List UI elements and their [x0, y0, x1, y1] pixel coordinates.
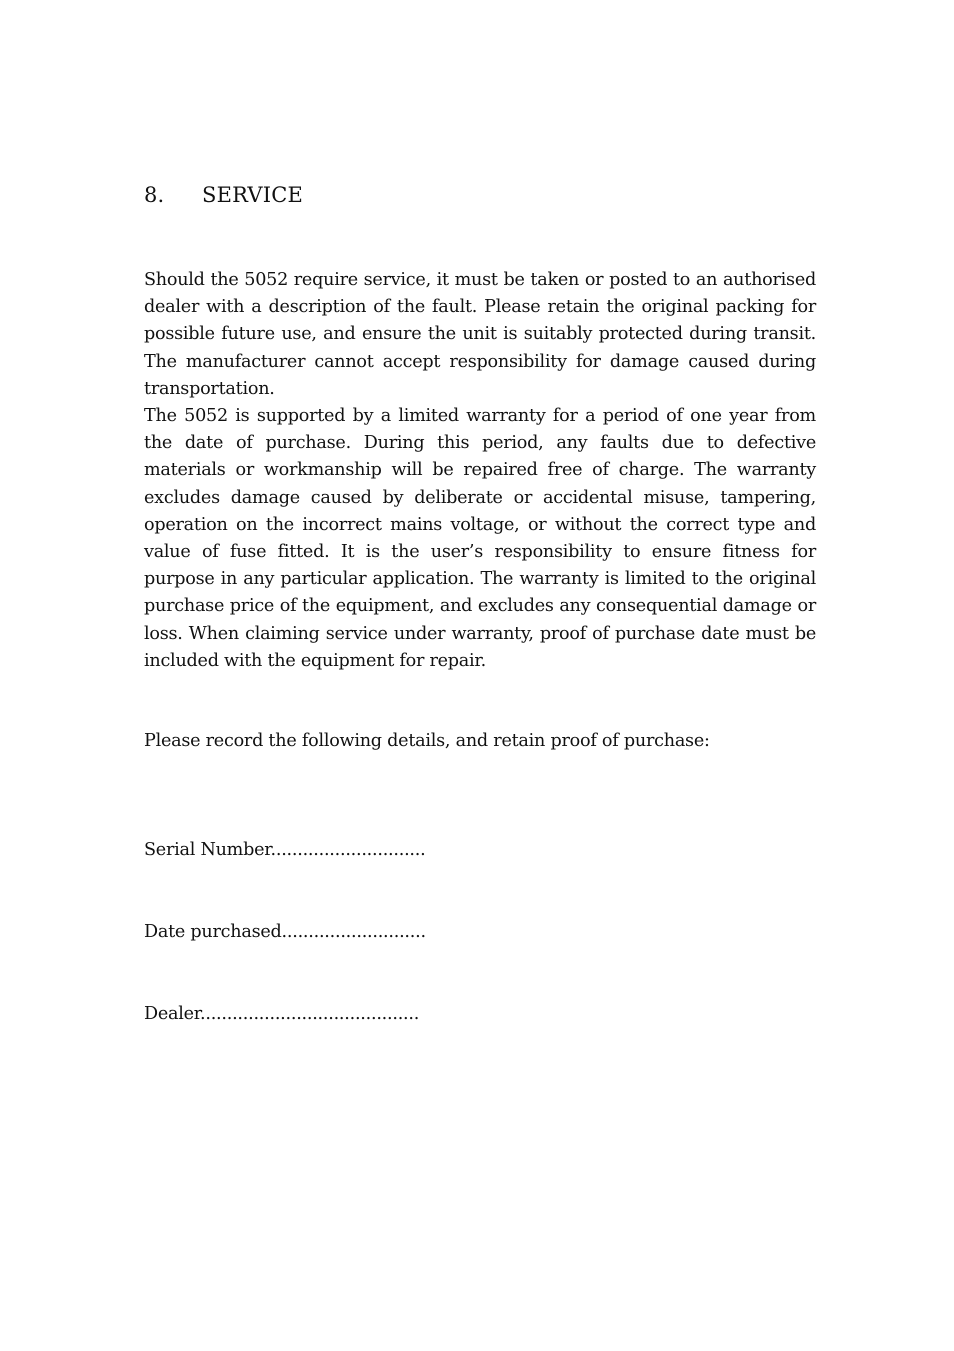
date-purchased-field: Date purchased...........................: [144, 922, 426, 942]
dealer-field: Dealer.........................................: [144, 1004, 420, 1024]
section-title: SERVICE: [202, 183, 304, 207]
service-paragraph: Should the 5052 require service, it must be taken or posted to an authorised dealer with a description of the fault. Please retain the original packing for possible future use, and ensure the unit is suitably protected during transit. The manufacturer cannot accept responsibility for damage caused during transportation.: [144, 270, 816, 399]
section-heading: [144, 183, 303, 207]
section-number: 8.: [144, 183, 165, 207]
warranty-paragraph: The 5052 is supported by a limited warranty for a period of one year from the date of purchase. During this period, any faults due to defective materials or workmanship will be repaired free of charge. The warranty excludes damage caused by deliberate or accidental misuse, tampering, operation on the incorrect mains voltage, or without the correct type and value of fuse fitted. It is the user’s responsibility to ensure fitness for purpose in any particular application. The warranty is limited to the original purchase price of the equipment, and excludes any consequential damage or loss. When claiming service under warranty, proof of purchase date must be included with the equipment for repair.: [144, 406, 816, 671]
record-instruction: Please record the following details, and retain proof of purchase:: [144, 731, 710, 751]
serial-number-field: Serial Number.............................: [144, 840, 426, 860]
